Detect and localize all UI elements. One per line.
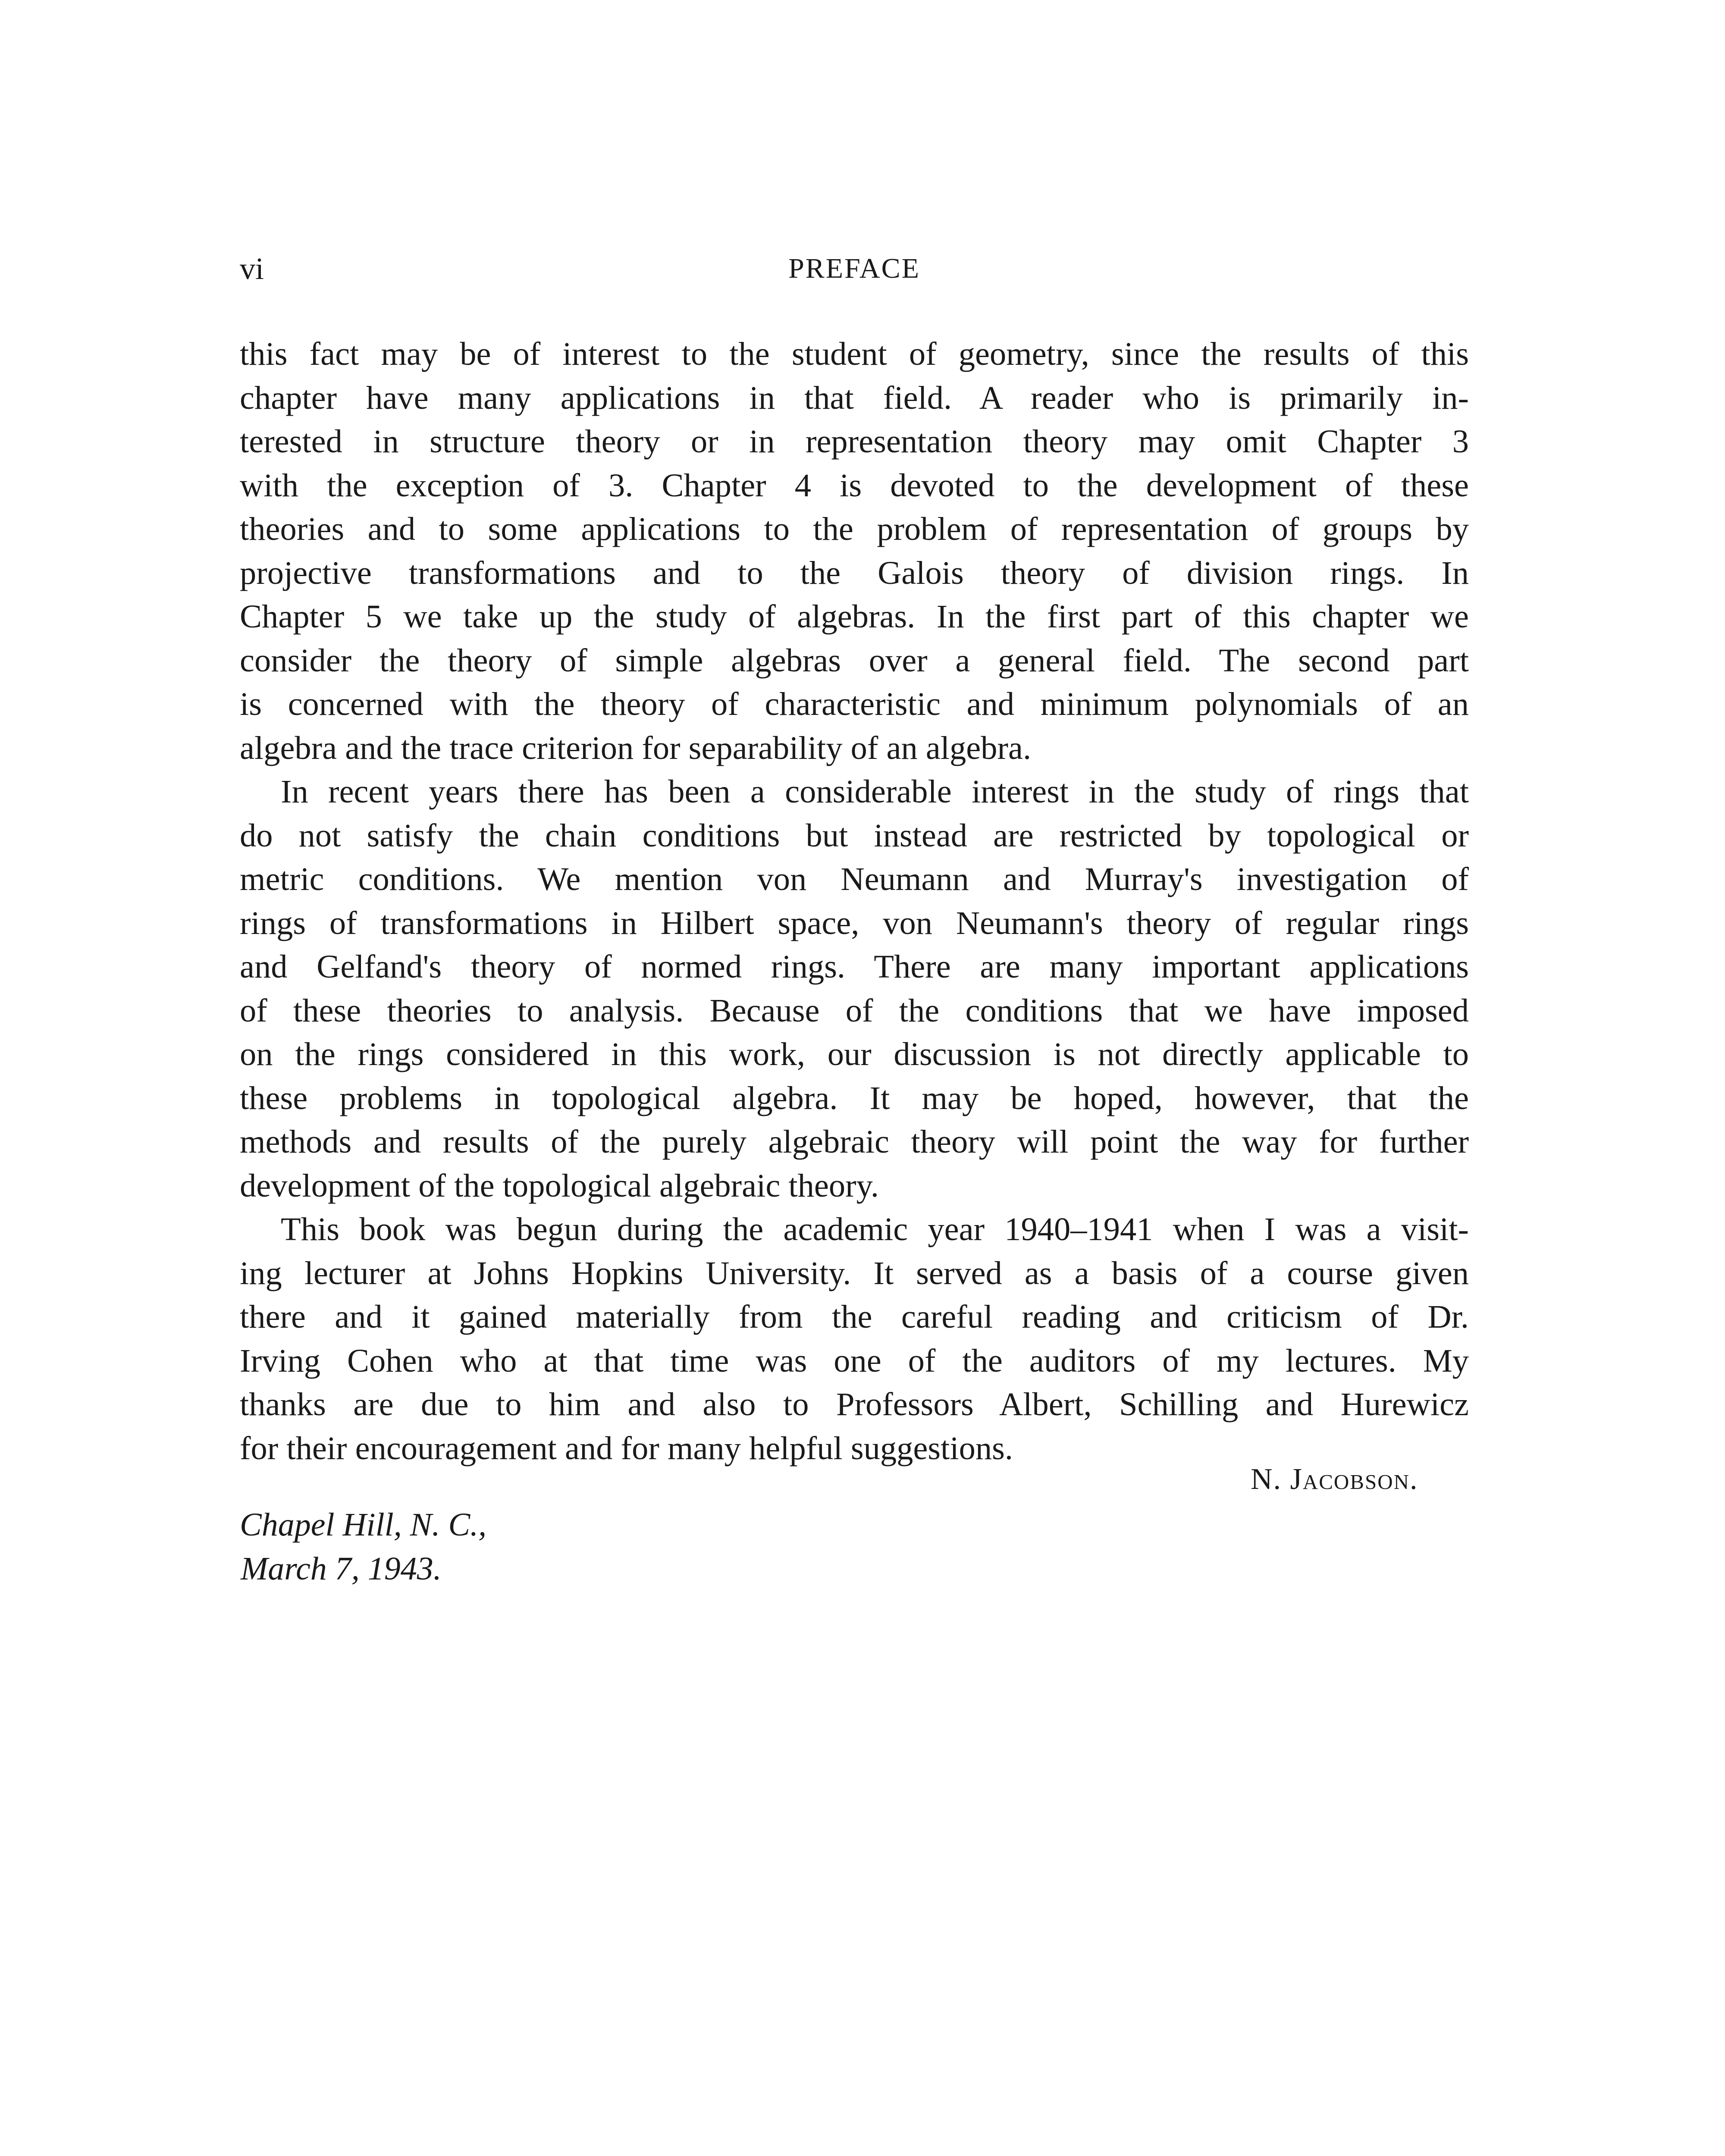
text-line: consider the theory of simple algebras over a general field. The second part	[240, 642, 1469, 679]
place-and-date	[240, 1503, 486, 1591]
text-line: do not satisfy the chain conditions but instead are restricted by topological or	[240, 817, 1469, 854]
text-line: for their encouragement and for many helpful suggestions.	[240, 1429, 1013, 1467]
text-line: these problems in topological algebra. It may be hoped, however, that the	[240, 1079, 1469, 1116]
text-line: metric conditions. We mention von Neumann and Murray's investigation of	[240, 861, 1469, 897]
running-title: PREFACE	[788, 253, 920, 284]
text-line: theories and to some applications to the problem of representation of groups by	[240, 511, 1469, 547]
text-line: Irving Cohen who at that time was one of the auditors of my lectures. My	[240, 1342, 1469, 1379]
text-line: and Gelfand's theory of normed rings. There are many important applications	[240, 948, 1469, 985]
signature-initial: N.	[1251, 1463, 1290, 1496]
page-number: vi	[240, 251, 264, 286]
text-line: Chapter 5 we take up the study of algebras. In the first part of this chapter we	[240, 598, 1469, 635]
text-line: thanks are due to him and also to Professors Albert, Schilling and Hurewicz	[240, 1386, 1469, 1423]
text-line: This book was begun during the academic year 1940–1941 when I was a visit-	[281, 1211, 1469, 1247]
text-line: development of the topological algebraic theory.	[240, 1167, 879, 1204]
text-line: on the rings considered in this work, our discussion is not directly applicable to	[240, 1036, 1469, 1072]
text-line: In recent years there has been a considerable interest in the study of rings that	[281, 773, 1469, 810]
text-line: with the exception of 3. Chapter 4 is devoted to the development of these	[240, 467, 1469, 504]
date: March 7, 1943.	[241, 1551, 442, 1587]
text-line: ing lecturer at Johns Hopkins University. It served as a basis of a course given	[240, 1254, 1469, 1291]
text-line: chapter have many applications in that field. A reader who is primarily in-	[240, 379, 1469, 416]
place: Chapel Hill, N. C.,	[240, 1507, 487, 1543]
text-line: there and it gained materially from the careful reading and criticism of Dr.	[240, 1298, 1469, 1335]
text-line: is concerned with the theory of characteristic and minimum polynomials of an	[240, 686, 1469, 722]
text-line: terested in structure theory or in representation theory may omit Chapter 3	[240, 423, 1469, 460]
author-signature	[1251, 1457, 1418, 1501]
signature-surname: Jacobson.	[1290, 1463, 1418, 1496]
text-line: rings of transformations in Hilbert space, von Neumann's theory of regular rings	[240, 904, 1469, 941]
text-line: of these theories to analysis. Because of the conditions that we have imposed	[240, 992, 1469, 1029]
text-line: methods and results of the purely algebraic theory will point the way for further	[240, 1123, 1469, 1160]
text-line: algebra and the trace criterion for separability of an algebra.	[240, 729, 1032, 766]
text-line: projective transformations and to the Galois theory of division rings. In	[240, 554, 1469, 591]
preface-body	[240, 332, 1469, 1470]
text-line: this fact may be of interest to the student of geometry, since the results of this	[240, 335, 1469, 372]
running-head	[240, 249, 1469, 288]
